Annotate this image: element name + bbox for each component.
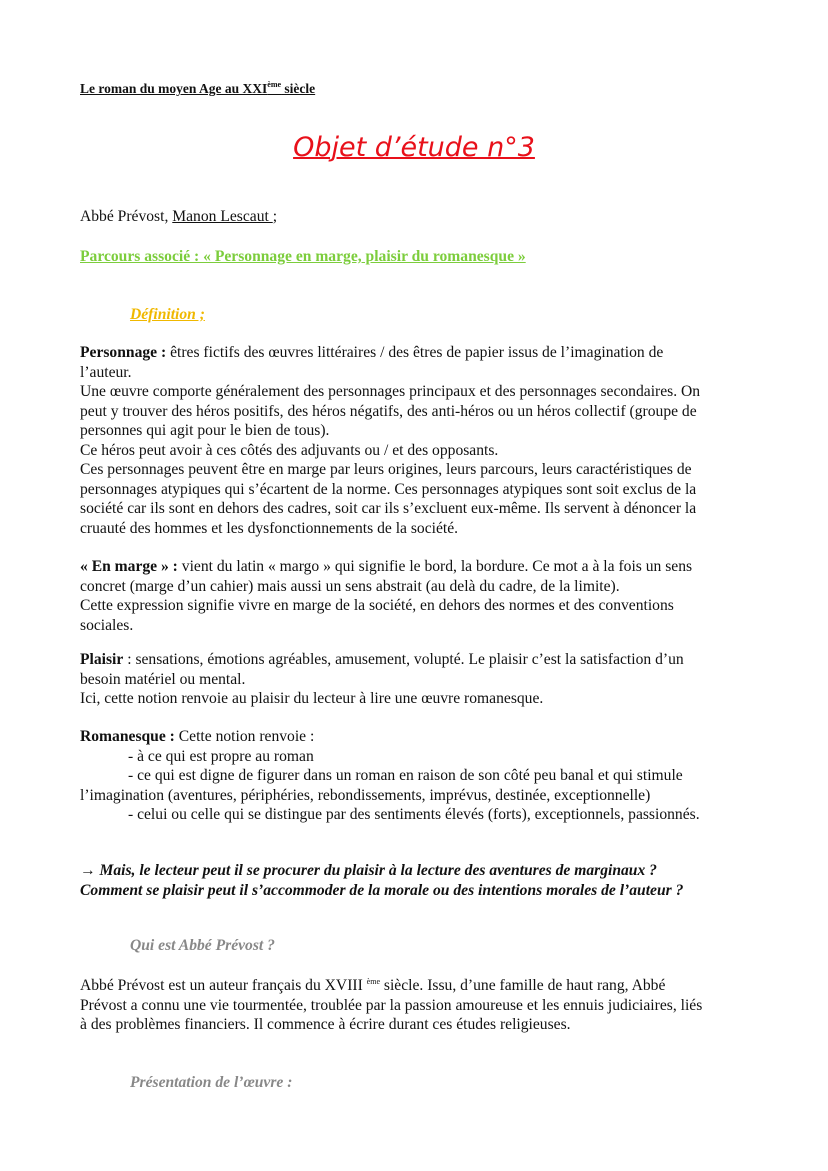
presentation-heading: Présentation de l’œuvre : — [130, 1074, 293, 1091]
line: peut y trouver des héros positifs, des héros négatifs, des anti-héros ou un héros collectif (groupe de — [80, 402, 697, 420]
parcours-heading: Parcours associé : « Personnage en marge, plaisir du romanesque » — [80, 248, 526, 265]
objet-heading: Objet d’étude n°3 — [293, 132, 535, 163]
line: Une œuvre comporte généralement des personnages principaux et des personnages secondaires. On — [80, 383, 701, 400]
line: Cette notion renvoie : — [174, 728, 315, 745]
bio-paragraph — [80, 976, 702, 1035]
title-sup: ème — [267, 80, 282, 89]
line: l’imagination (aventures, périphéries, rebondissements, imprévus, destinée, exceptionnelle) — [80, 786, 651, 804]
romanesque-paragraph — [80, 727, 700, 825]
work-end: ; — [272, 208, 278, 225]
line: Prévost a connu une vie tourmentée, troublée par la passion amoureuse et les ennuis judiciaires, liés — [80, 996, 703, 1014]
question-line: Comment se plaisir peut il s’accommoder de la morale ou des intentions morales de l’auteur ? — [80, 881, 684, 899]
line: Ces personnages peuvent être en marge par leurs origines, leurs parcours, leurs caractéristiques de — [80, 461, 692, 478]
plaisir-paragraph — [80, 650, 684, 709]
line: êtres fictifs des œuvres littéraires / des êtres de papier issus de l’imagination de — [166, 344, 664, 361]
line: vient du latin « margo » qui signifie le bord, la bordure. Ce mot a à la fois un sens — [177, 558, 693, 575]
en-marge-paragraph — [80, 557, 692, 635]
document-title — [80, 79, 315, 99]
line: Ce héros peut avoir à ces côtés des adjuvants ou / et des opposants. — [80, 441, 499, 459]
question-line: → Mais, le lecteur peut il se procurer du plaisir à la lecture des aventures de marginaux ? — [80, 862, 657, 879]
qui-heading: Qui est Abbé Prévost ? — [130, 937, 275, 954]
line: besoin matériel ou mental. — [80, 670, 246, 688]
line: concret (marge d’un cahier) mais aussi un sens abstrait (au delà du cadre, de la limite). — [80, 577, 620, 595]
line: - à ce qui est propre au roman — [128, 747, 314, 765]
line: siècle. Issu, d’une famille de haut rang, Abbé — [380, 977, 666, 994]
definition-heading: Définition ; — [130, 306, 205, 323]
term: Plaisir — [80, 651, 124, 668]
personnage-paragraph — [80, 343, 700, 538]
title-text: Le roman du moyen Age au XXI — [80, 81, 268, 96]
problematique — [80, 861, 683, 900]
line: : sensations, émotions agréables, amusement, volupté. Le plaisir c’est la satisfaction d’un — [123, 651, 684, 668]
line: personnes qui agit pour le bien de tous). — [80, 422, 330, 439]
term: Personnage : — [80, 344, 167, 361]
sup: ème — [366, 977, 380, 986]
line: sociales. — [80, 616, 134, 634]
line: l’auteur. — [80, 363, 132, 381]
author: Abbé Prévost, — [80, 208, 173, 225]
line: société car ils sont en dehors des cadres, soit car ils s’excluent eux-même. Ils servent à dénoncer la — [80, 500, 697, 517]
term: Romanesque : — [80, 728, 175, 745]
line: - celui ou celle qui se distingue par des sentiments élevés (forts), exceptionnels, passionnés. — [128, 806, 700, 823]
line: à des problèmes financiers. Il commence à écrire durant ces études religieuses. — [80, 1016, 571, 1033]
line: - ce qui est digne de figurer dans un roman en raison de son côté peu banal et qui stimule — [128, 767, 683, 784]
work-title: Manon Lescaut — [172, 208, 273, 225]
line: Cette expression signifie vivre en marge de la société, en dehors des normes et des conventions — [80, 597, 674, 614]
title-text-end: siècle — [281, 81, 316, 96]
work-line — [80, 207, 277, 227]
line: Ici, cette notion renvoie au plaisir du lecteur à lire une œuvre romanesque. — [80, 690, 544, 707]
line: personnages atypiques qui s’écartent de la norme. Ces personnages atypiques sont soit exclus de la — [80, 480, 697, 498]
line: cruauté des hommes et les dysfonctionnements de la société. — [80, 519, 459, 537]
line: Abbé Prévost est un auteur français du XVIII — [80, 977, 367, 994]
term: « En marge » : — [80, 558, 178, 575]
